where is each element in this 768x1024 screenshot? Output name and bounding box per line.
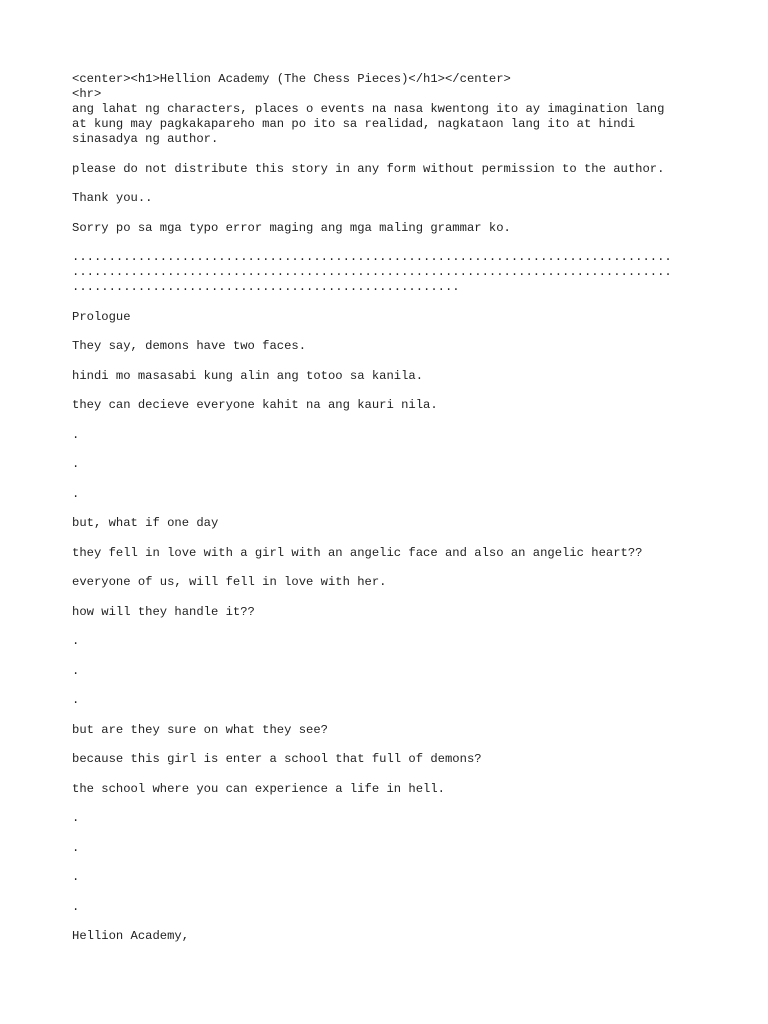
apology-text: Sorry po sa mga typo error maging ang mga maling grammar ko.: [72, 220, 511, 235]
prologue-paragraph: they fell in love with a girl with an angelic face and also an angelic heart??: [72, 545, 643, 560]
header-line: <hr>: [72, 87, 102, 101]
document-page: [72, 72, 702, 944]
disclaimer-line: ang lahat ng characters, places o events na nasa kwentong ito ay imagination lang: [72, 102, 665, 116]
prologue-paragraph: hindi mo masasabi kung alin ang totoo sa kanila.: [72, 368, 424, 383]
prologue-paragraph: .: [72, 486, 80, 501]
header-line: <center><h1>Hellion Academy (The Chess Pieces)</h1></center>: [72, 72, 511, 86]
prologue-paragraph: .: [72, 693, 80, 707]
disclaimer-line: at kung may pagkakapareho man po ito sa realidad, nagkataon lang ito at hindi: [72, 117, 636, 131]
prologue-paragraph: .: [72, 634, 80, 648]
prologue-paragraph: but, what if one day: [72, 516, 219, 530]
prologue-paragraph: .: [72, 811, 80, 825]
prologue-paragraph: because this girl is enter a school that full of demons?: [72, 752, 482, 766]
disclaimer-line: sinasadya ng author.: [72, 132, 219, 146]
prologue-paragraph: how will they handle it??: [72, 604, 255, 619]
prologue-paragraph: but are they sure on what they see?: [72, 722, 328, 737]
prologue-paragraph: .: [72, 663, 80, 678]
prologue-paragraph: They say, demons have two faces.: [72, 339, 307, 353]
prologue-paragraph: Hellion Academy,: [72, 929, 190, 943]
prologue-paragraph: .: [72, 457, 80, 471]
prologue-paragraph: .: [72, 870, 80, 884]
prologue-paragraph: the school where you can experience a life in hell.: [72, 781, 445, 796]
distribution-notice: please do not distribute this story in any form without permission to the author.: [72, 161, 665, 176]
prologue-paragraph: everyone of us, will fell in love with her.: [72, 575, 387, 589]
prologue-heading: Prologue: [72, 309, 131, 324]
prologue-section: [72, 310, 702, 945]
prologue-paragraph: .: [72, 427, 80, 442]
prologue-paragraph: .: [72, 899, 80, 914]
thanks-text: Thank you..: [72, 191, 153, 205]
separator-line: ..................................................................................: [72, 250, 672, 264]
separator-line: ..................................................................................: [72, 265, 672, 279]
prologue-paragraph: they can decieve everyone kahit na ang kauri nila.: [72, 398, 438, 412]
prologue-paragraph: .: [72, 840, 80, 855]
separator-line: .....................................................: [72, 280, 460, 294]
